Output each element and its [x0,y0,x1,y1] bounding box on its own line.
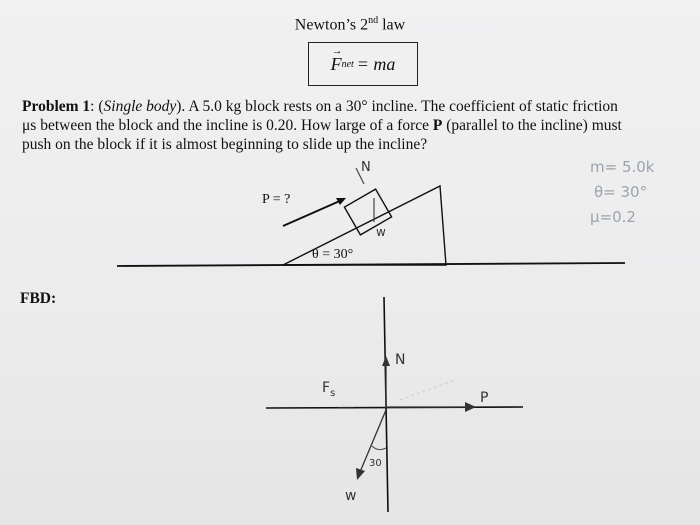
problem-line1: ). A 5.0 kg block rests on a 30° incline. The coefficient of static friction [176,98,618,115]
fbd-n-arrowhead-icon [382,356,390,366]
given-mu: μ=0.2 [590,208,636,226]
equation-rhs: = ma [356,53,396,74]
fbd-label: FBD: [20,290,57,307]
force-label: P = ? [262,192,291,207]
problem-text: Problem 1: (Single body). A 5.0 kg block rests on a 30° incline. The coefficient of static friction μs between the block and the incline is 0.20. How large of a force P (parallel to the incline) must push on the block if it is almost beginning to slide up the incline? [22,98,622,153]
problem-line2-rest: (parallel to the incline) must [442,117,622,134]
fbd-f-label: $F_s$ [322,380,336,399]
angle-label: θ = 30° [312,247,354,262]
fbd-p-arrowhead-icon [465,402,476,412]
vector-arrow-icon: → [331,44,343,57]
problem-force-p: P [432,117,443,134]
problem-type: Single body [103,98,177,115]
fbd-f-sub: s [330,388,336,399]
equation-lhs: → F [330,44,343,74]
fbd-w-arrowhead-icon [356,468,365,480]
problem-line3: push on the block if it is almost beginning to slide up the incline? [22,136,428,153]
fbd-n-label: N [395,352,406,368]
incline-diagram [117,160,625,266]
given-angle: θ= 30° [594,183,648,201]
problem-label: Problem 1 [22,98,91,115]
force-arrow [283,200,342,226]
title-sup: nd [368,15,379,26]
incline-triangle [283,186,446,265]
title-prefix: Newton’s 2 [294,16,369,34]
given-mass: m= 5.0k [590,158,655,176]
problem-line2: μs between the block and the incline is 0.20. How large of a force [22,117,433,134]
normal-label: N [361,160,371,175]
weight-label: w [376,225,386,239]
fbd-angle-arc [372,446,386,450]
title-suffix: law [378,16,406,34]
faint-sketch-line [400,380,455,400]
fbd-diagram [266,297,523,512]
fbd-w-label: w [345,488,357,504]
fbd-angle-label: 30 [369,458,382,469]
equation-sub: net [341,58,354,70]
fbd-p-label: P [480,390,489,406]
